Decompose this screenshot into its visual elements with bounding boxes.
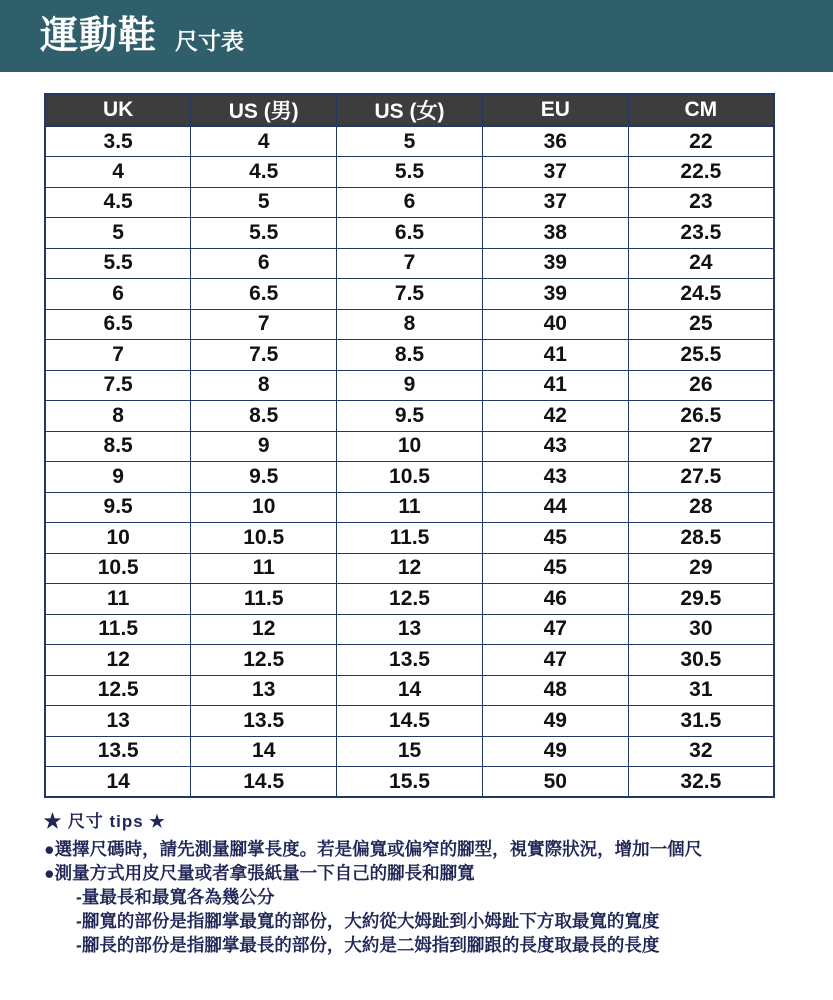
size-cell: 49 [482, 706, 628, 737]
size-cell: 22 [628, 126, 774, 157]
size-cell: 13.5 [191, 706, 337, 737]
size-cell: 31 [628, 675, 774, 706]
size-cell: 4 [45, 157, 191, 188]
tips-lines [44, 837, 833, 957]
size-cell: 12.5 [191, 645, 337, 676]
table-row [45, 401, 774, 432]
size-cell: 29 [628, 553, 774, 584]
size-cell: 6.5 [337, 218, 483, 249]
table-row [45, 431, 774, 462]
size-cell: 8 [191, 370, 337, 401]
size-cell: 5 [45, 218, 191, 249]
size-cell: 13.5 [337, 645, 483, 676]
size-cell: 44 [482, 492, 628, 523]
size-cell: 27.5 [628, 462, 774, 493]
column-header: CM [628, 94, 774, 126]
size-cell: 49 [482, 736, 628, 767]
table-row [45, 248, 774, 279]
tip-sub-item: -腳長的部份是指腳掌最長的部份，大約是二姆指到腳跟的長度取最長的長度 [76, 935, 660, 955]
size-cell: 43 [482, 462, 628, 493]
size-cell: 37 [482, 187, 628, 218]
size-cell: 10.5 [45, 553, 191, 584]
tip-sub-item: -腳寬的部份是指腳掌最寬的部份，大約從大姆趾到小姆趾下方取最寬的寬度 [76, 911, 660, 931]
table-row [45, 309, 774, 340]
size-cell: 4 [191, 126, 337, 157]
size-cell: 10.5 [337, 462, 483, 493]
size-table-container [44, 93, 775, 798]
column-header: EU [482, 94, 628, 126]
size-cell: 6 [337, 187, 483, 218]
size-cell: 14.5 [191, 767, 337, 798]
size-cell: 8 [45, 401, 191, 432]
size-cell: 25 [628, 309, 774, 340]
size-cell: 27 [628, 431, 774, 462]
table-row [45, 218, 774, 249]
column-header: US (男) [191, 94, 337, 126]
size-cell: 26.5 [628, 401, 774, 432]
size-cell: 8.5 [337, 340, 483, 371]
size-cell: 41 [482, 340, 628, 371]
size-cell: 4.5 [45, 187, 191, 218]
size-cell: 10 [45, 523, 191, 554]
size-cell: 12.5 [337, 584, 483, 615]
size-cell: 30 [628, 614, 774, 645]
size-cell: 7 [191, 309, 337, 340]
size-cell: 12 [191, 614, 337, 645]
size-cell: 4.5 [191, 157, 337, 188]
table-row [45, 614, 774, 645]
tips-section [44, 807, 833, 957]
size-cell: 39 [482, 248, 628, 279]
size-cell: 11 [191, 553, 337, 584]
tip-sub-item: -量最長和最寬各為幾公分 [76, 887, 275, 907]
table-row [45, 706, 774, 737]
tips-heading: ★ 尺寸 tips ★ [44, 812, 166, 831]
size-cell: 5.5 [337, 157, 483, 188]
size-table-head [45, 94, 774, 126]
table-row [45, 126, 774, 157]
size-cell: 28 [628, 492, 774, 523]
size-cell: 13 [337, 614, 483, 645]
size-cell: 11.5 [191, 584, 337, 615]
table-row [45, 370, 774, 401]
column-header: UK [45, 94, 191, 126]
table-row [45, 340, 774, 371]
table-row [45, 736, 774, 767]
size-cell: 7 [45, 340, 191, 371]
column-header: US (女) [337, 94, 483, 126]
size-cell: 47 [482, 645, 628, 676]
table-row [45, 523, 774, 554]
size-cell: 5 [337, 126, 483, 157]
size-cell: 32 [628, 736, 774, 767]
size-cell: 40 [482, 309, 628, 340]
size-cell: 11 [337, 492, 483, 523]
size-cell: 43 [482, 431, 628, 462]
size-table [44, 93, 775, 798]
table-row [45, 584, 774, 615]
size-cell: 6.5 [191, 279, 337, 310]
table-row [45, 187, 774, 218]
size-cell: 6.5 [45, 309, 191, 340]
header-bar [0, 0, 833, 72]
size-cell: 48 [482, 675, 628, 706]
size-cell: 11.5 [45, 614, 191, 645]
size-cell: 24 [628, 248, 774, 279]
size-table-body [45, 126, 774, 797]
size-cell: 23 [628, 187, 774, 218]
size-cell: 45 [482, 523, 628, 554]
size-cell: 15.5 [337, 767, 483, 798]
size-cell: 14 [191, 736, 337, 767]
table-row [45, 157, 774, 188]
table-row [45, 675, 774, 706]
size-cell: 13.5 [45, 736, 191, 767]
size-cell: 10 [191, 492, 337, 523]
table-row [45, 645, 774, 676]
size-cell: 31.5 [628, 706, 774, 737]
size-cell: 5.5 [191, 218, 337, 249]
size-cell: 39 [482, 279, 628, 310]
size-cell: 9 [191, 431, 337, 462]
size-cell: 30.5 [628, 645, 774, 676]
size-cell: 47 [482, 614, 628, 645]
size-cell: 14 [45, 767, 191, 798]
size-cell: 9 [45, 462, 191, 493]
size-cell: 6 [45, 279, 191, 310]
page-subtitle: 尺寸表 [175, 27, 245, 54]
size-cell: 7 [337, 248, 483, 279]
size-cell: 45 [482, 553, 628, 584]
table-row [45, 492, 774, 523]
size-cell: 9.5 [337, 401, 483, 432]
size-cell: 13 [45, 706, 191, 737]
size-cell: 5 [191, 187, 337, 218]
size-cell: 10 [337, 431, 483, 462]
size-cell: 32.5 [628, 767, 774, 798]
size-cell: 38 [482, 218, 628, 249]
size-cell: 8.5 [45, 431, 191, 462]
table-row [45, 767, 774, 798]
table-row [45, 279, 774, 310]
size-cell: 15 [337, 736, 483, 767]
size-cell: 22.5 [628, 157, 774, 188]
size-cell: 7.5 [191, 340, 337, 371]
size-cell: 14.5 [337, 706, 483, 737]
size-cell: 7.5 [45, 370, 191, 401]
size-cell: 5.5 [45, 248, 191, 279]
size-cell: 24.5 [628, 279, 774, 310]
size-cell: 13 [191, 675, 337, 706]
size-cell: 26 [628, 370, 774, 401]
size-cell: 11.5 [337, 523, 483, 554]
size-cell: 50 [482, 767, 628, 798]
size-cell: 3.5 [45, 126, 191, 157]
size-cell: 6 [191, 248, 337, 279]
size-cell: 36 [482, 126, 628, 157]
size-cell: 28.5 [628, 523, 774, 554]
size-cell: 42 [482, 401, 628, 432]
size-cell: 23.5 [628, 218, 774, 249]
tip-bullet: ●選擇尺碼時，請先測量腳掌長度。若是偏寬或偏窄的腳型，視實際狀況，增加一個尺 [44, 839, 703, 859]
size-cell: 25.5 [628, 340, 774, 371]
size-cell: 46 [482, 584, 628, 615]
size-cell: 14 [337, 675, 483, 706]
size-cell: 12 [45, 645, 191, 676]
tip-bullet: ●測量方式用皮尺量或者拿張紙量一下自己的腳長和腳寬 [44, 863, 475, 883]
size-cell: 9.5 [45, 492, 191, 523]
size-cell: 8.5 [191, 401, 337, 432]
page-title: 運動鞋 [40, 15, 158, 57]
size-cell: 8 [337, 309, 483, 340]
size-cell: 12.5 [45, 675, 191, 706]
table-row [45, 462, 774, 493]
size-cell: 12 [337, 553, 483, 584]
size-cell: 7.5 [337, 279, 483, 310]
size-cell: 9 [337, 370, 483, 401]
size-cell: 29.5 [628, 584, 774, 615]
table-header-row [45, 94, 774, 126]
size-cell: 37 [482, 157, 628, 188]
size-cell: 11 [45, 584, 191, 615]
size-cell: 10.5 [191, 523, 337, 554]
size-cell: 9.5 [191, 462, 337, 493]
size-cell: 41 [482, 370, 628, 401]
table-row [45, 553, 774, 584]
